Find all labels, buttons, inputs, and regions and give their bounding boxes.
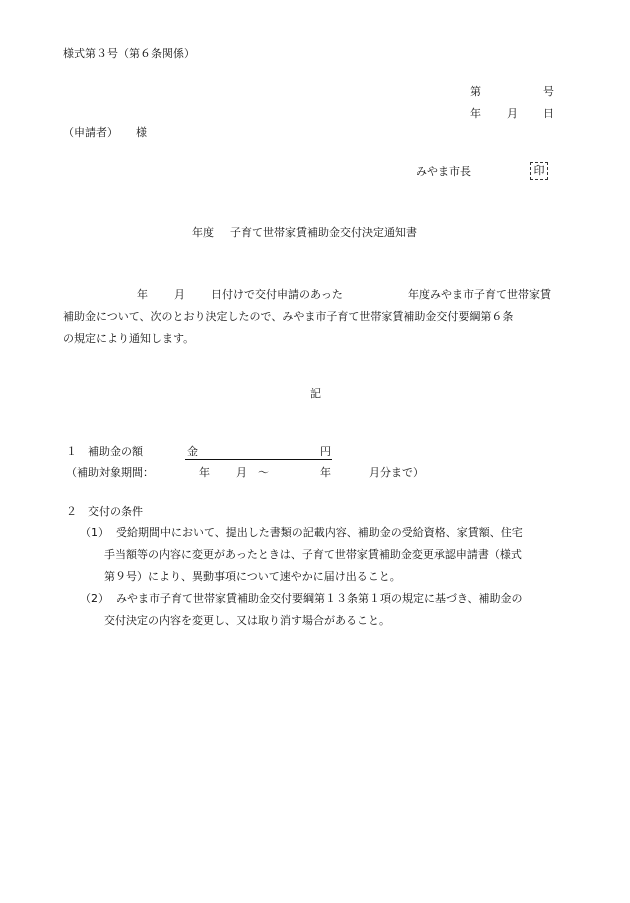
condition-1-line3: 第９号）により、異動事項について速やかに届け出ること。 xyxy=(104,570,401,583)
condition-1-line2: 手当額等の内容に変更があったときは、子育て世帯家賃補助金変更承認申請書（様式 xyxy=(104,548,522,561)
body-line3: の規定により通知します。 xyxy=(63,332,195,345)
body-line1-end: 年度みやま市子育て世帯家賃 xyxy=(408,288,551,301)
title-nendo: 年度 xyxy=(192,226,214,239)
period-end-year: 年 xyxy=(320,466,331,479)
period-start-year: 年 xyxy=(199,466,210,479)
amount-underline xyxy=(185,459,332,460)
condition-1-number: （1） xyxy=(80,526,109,539)
body-line2: 補助金について、次のとおり決定したので、みやま市子育て世帯家賃補助金交付要綱第６条 xyxy=(63,310,514,323)
date-day-label: 日 xyxy=(543,107,554,120)
amount-en: 円 xyxy=(320,445,331,458)
date-year-label: 年 xyxy=(470,107,481,120)
amount-kin: 金 xyxy=(187,445,198,458)
seal-mark: 印 xyxy=(530,162,548,180)
condition-2-number: （2） xyxy=(80,592,109,605)
date-month-label: 月 xyxy=(507,107,518,120)
issuer-name: みやま市長 xyxy=(416,165,471,178)
body-month-label: 月 xyxy=(174,288,185,301)
period-tilde: ～ xyxy=(258,466,269,479)
applicant-label: （申請者） xyxy=(63,126,118,139)
form-number: 様式第３号（第６条関係） xyxy=(63,47,195,60)
condition-2-line1: みやま市子育て世帯家賃補助金交付要綱第１３条第１項の規定に基づき、補助金の xyxy=(116,592,523,605)
period-end: 月分まで） xyxy=(369,466,424,479)
condition-1-line1: 受給期間中において、提出した書類の記載内容、補助金の受給資格、家賃額、住宅 xyxy=(116,526,523,539)
section1-label: １ 補助金の額 xyxy=(66,445,143,458)
period-start-month: 月 xyxy=(236,466,247,479)
doc-number-go: 号 xyxy=(543,85,554,98)
ki-heading: 記 xyxy=(310,387,321,400)
section2-label: ２ 交付の条件 xyxy=(66,505,143,518)
body-year-label: 年 xyxy=(137,288,148,301)
body-paragraph xyxy=(63,284,577,350)
doc-number-dai: 第 xyxy=(470,85,481,98)
body-line1-mid: 日付けで交付申請のあった xyxy=(211,288,343,301)
page-title: 子育て世帯家賃補助金交付決定通知書 xyxy=(230,226,417,239)
applicant-honorific: 様 xyxy=(136,126,147,139)
period-label: （補助対象期間： xyxy=(66,466,154,479)
condition-2-line2: 交付決定の内容を変更し、又は取り消す場合があること。 xyxy=(104,614,390,627)
